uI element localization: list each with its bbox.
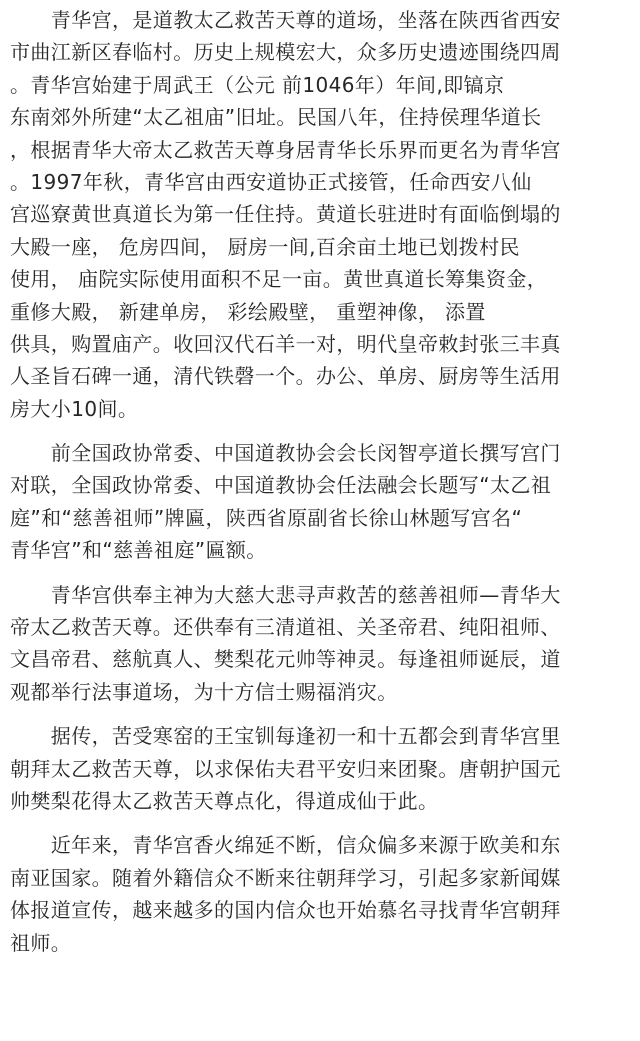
- text-line: 帝太乙救苦天尊。还供奉有三清道祖、关圣帝君、纯阳祖师、: [10, 615, 561, 640]
- text-line: 供具，购置庙产。收回汉代石羊一对，明代皇帝敕封张三丰真: [10, 331, 561, 356]
- text-line: 青华宫供奉主神为大慈大悲寻声救苦的慈善祖师—青华大: [10, 582, 561, 607]
- text-line: 重修大殿， 新建单房， 彩绘殿壁， 重塑神像， 添置: [10, 299, 486, 324]
- paragraph-gap: [10, 817, 630, 829]
- paragraph-calligraphy: [10, 437, 630, 567]
- paragraph-recent: [10, 829, 630, 959]
- paragraph-gap: [10, 425, 630, 437]
- text-line: 。1997年秋，青华宫由西安道协正式接管，任命西安八仙: [10, 169, 532, 194]
- paragraph-gap: [10, 567, 630, 579]
- text-line: 近年来，青华宫香火绵延不断，信众偏多来源于欧美和东: [10, 833, 561, 858]
- text-line: 使用， 庙院实际使用面积不足一亩。黄世真道长筹集资金，: [10, 267, 548, 292]
- paragraph-legend: [10, 720, 630, 817]
- paragraph-history: [10, 4, 630, 425]
- paragraph-gap: [10, 708, 630, 720]
- text-line: 庭”和“慈善祖师”牌匾，陕西省原副省长徐山林题写宫名“: [10, 505, 523, 530]
- text-line: 大殿一座， 危房四间， 厨房一间,百余亩土地已划拨村民: [10, 234, 520, 259]
- text-line: ，根据青华大帝太乙救苦天尊身居青华长乐界而更名为青华宫: [10, 137, 561, 162]
- text-line: 青华宫”和“慈善祖庭”匾额。: [10, 538, 267, 563]
- text-line: 祖师。: [10, 930, 72, 955]
- text-line: 青华宫，是道教太乙救苦天尊的道场，坐落在陕西省西安: [10, 8, 561, 32]
- text-line: 市曲江新区春临村。历史上规模宏大，众多历史遗迹围绕四周: [10, 40, 561, 65]
- text-line: 。青华宫始建于周武王（公元 前1046年）年间,即镐京: [10, 72, 505, 97]
- text-line: 文昌帝君、慈航真人、樊梨花元帅等神灵。每逢祖师诞辰，道: [10, 647, 561, 672]
- text-line: 南亚国家。随着外籍信众不断来往朝拜学习，引起多家新闻媒: [10, 865, 561, 890]
- text-line: 帅樊梨花得太乙救苦天尊点化，得道成仙于此。: [10, 788, 439, 813]
- text-line: 房大小10间。: [10, 396, 139, 421]
- text-line: 宫巡寮黄世真道长为第一任住持。黄道长驻进时有面临倒塌的: [10, 202, 561, 227]
- text-line: 朝拜太乙救苦天尊，以求保佑夫君平安归来团聚。唐朝护国元: [10, 756, 561, 781]
- text-line: 对联，全国政协常委、中国道教协会任法融会长题写“太乙祖: [10, 473, 552, 498]
- text-line: 人圣旨石碑一通，清代铁磬一个。办公、单房、厨房等生活用: [10, 364, 561, 389]
- text-line: 东南郊外所建“太乙祖庙”旧址。民国八年，住持侯理华道长: [10, 105, 542, 130]
- text-line: 观都举行法事道场，为十方信士赐福消灾。: [10, 679, 398, 704]
- text-line: 体报道宣传，越来越多的国内信众也开始慕名寻找青华宫朝拜: [10, 898, 561, 923]
- paragraph-deities: [10, 579, 630, 709]
- text-line: 前全国政协常委、中国道教协会会长闵智亭道长撰写宫门: [10, 441, 561, 466]
- text-line: 据传，苦受寒窑的王宝钏每逢初一和十五都会到青华宫里: [10, 724, 561, 749]
